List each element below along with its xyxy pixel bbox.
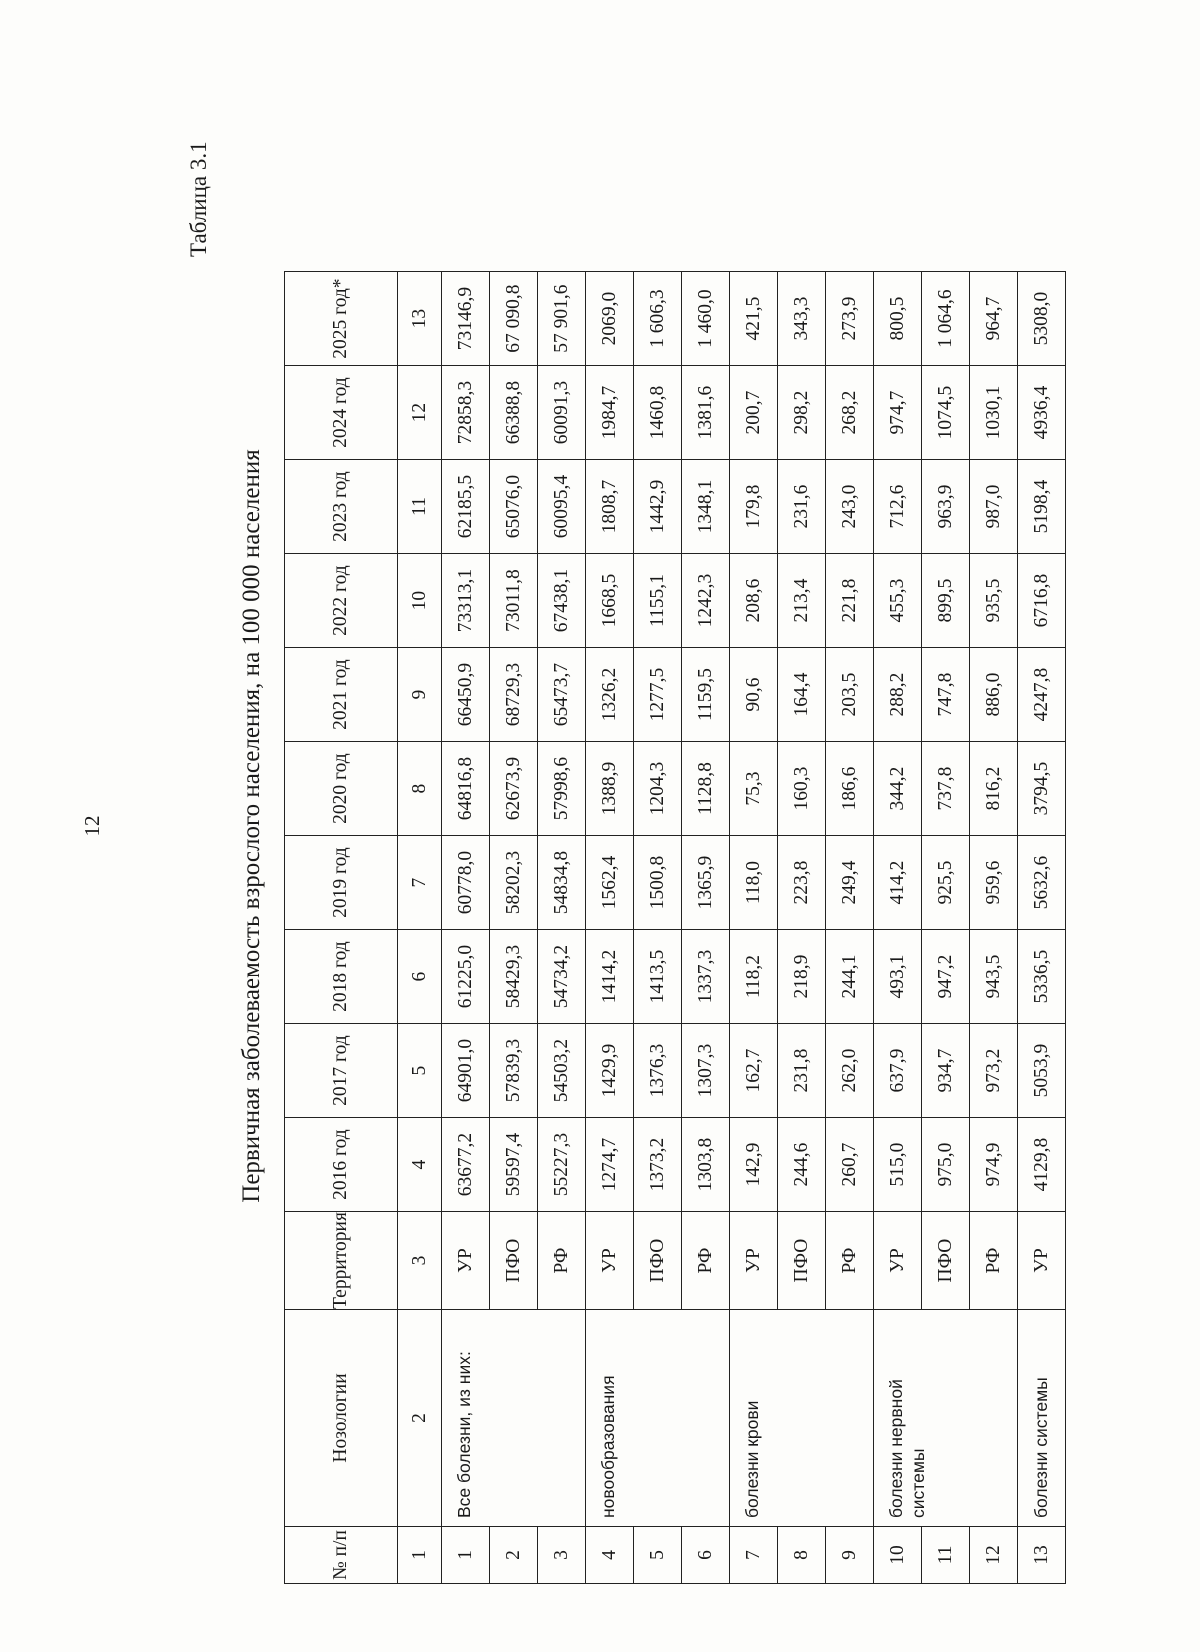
value-cell: 160,3	[778, 742, 826, 836]
value-cell: 262,0	[826, 1024, 874, 1118]
column-number: 7	[398, 836, 442, 930]
value-cell: 57839,3	[490, 1024, 538, 1118]
territory-cell: ПФО	[490, 1212, 538, 1310]
territory-cell: РФ	[682, 1212, 730, 1310]
value-cell: 66388,8	[490, 366, 538, 460]
header-nosology: Нозологии	[285, 1310, 398, 1527]
value-cell: 243,0	[826, 460, 874, 554]
territory-cell: УР	[1018, 1212, 1066, 1310]
value-cell: 343,3	[778, 272, 826, 366]
row-number: 12	[970, 1527, 1018, 1584]
value-cell: 75,3	[730, 742, 778, 836]
territory-cell: РФ	[538, 1212, 586, 1310]
table-row	[1018, 272, 1066, 1584]
row-number: 7	[730, 1527, 778, 1584]
territory-cell: УР	[442, 1212, 490, 1310]
value-cell: 1348,1	[682, 460, 730, 554]
value-cell: 712,6	[874, 460, 922, 554]
territory-cell: УР	[730, 1212, 778, 1310]
nosology-label: болезни системы	[1030, 1377, 1051, 1518]
value-cell: 65076,0	[490, 460, 538, 554]
value-cell: 200,7	[730, 366, 778, 460]
value-cell: 58429,3	[490, 930, 538, 1024]
value-cell: 1808,7	[586, 460, 634, 554]
value-cell: 947,2	[922, 930, 970, 1024]
column-number: 1	[398, 1527, 442, 1584]
value-cell: 57998,6	[538, 742, 586, 836]
value-cell: 1413,5	[634, 930, 682, 1024]
value-cell: 63677,2	[442, 1118, 490, 1212]
value-cell: 3794,5	[1018, 742, 1066, 836]
value-cell: 1 064,6	[922, 272, 970, 366]
territory-cell: УР	[874, 1212, 922, 1310]
value-cell: 1074,5	[922, 366, 970, 460]
value-cell: 973,2	[970, 1024, 1018, 1118]
value-cell: 142,9	[730, 1118, 778, 1212]
value-cell: 637,9	[874, 1024, 922, 1118]
value-cell: 273,9	[826, 272, 874, 366]
column-number: 6	[398, 930, 442, 1024]
value-cell: 737,8	[922, 742, 970, 836]
value-cell: 73011,8	[490, 554, 538, 648]
value-cell: 1460,8	[634, 366, 682, 460]
value-cell: 4129,8	[1018, 1118, 1066, 1212]
value-cell: 179,8	[730, 460, 778, 554]
table-row	[730, 272, 778, 1584]
value-cell: 816,2	[970, 742, 1018, 836]
header-year: 2017 год	[285, 1024, 398, 1118]
value-cell: 925,5	[922, 836, 970, 930]
value-cell: 987,0	[970, 460, 1018, 554]
value-cell: 1365,9	[682, 836, 730, 930]
table-row	[586, 272, 634, 1584]
header-year: 2018 год	[285, 930, 398, 1024]
value-cell: 1388,9	[586, 742, 634, 836]
value-cell: 4247,8	[1018, 648, 1066, 742]
row-number: 6	[682, 1527, 730, 1584]
value-cell: 223,8	[778, 836, 826, 930]
column-number: 13	[398, 272, 442, 366]
value-cell: 65473,7	[538, 648, 586, 742]
value-cell: 244,6	[778, 1118, 826, 1212]
header-year: 2023 год	[285, 460, 398, 554]
value-cell: 268,2	[826, 366, 874, 460]
column-number: 10	[398, 554, 442, 648]
value-cell: 72858,3	[442, 366, 490, 460]
row-number: 5	[634, 1527, 682, 1584]
row-number: 13	[1018, 1527, 1066, 1584]
value-cell: 414,2	[874, 836, 922, 930]
value-cell: 1442,9	[634, 460, 682, 554]
value-cell: 421,5	[730, 272, 778, 366]
header-territory: Территория	[285, 1212, 398, 1310]
territory-cell: РФ	[826, 1212, 874, 1310]
value-cell: 1500,8	[634, 836, 682, 930]
page-number: 12	[80, 815, 104, 837]
value-cell: 249,4	[826, 836, 874, 930]
nosology-cell	[730, 1310, 874, 1527]
value-cell: 1303,8	[682, 1118, 730, 1212]
nosology-cell	[586, 1310, 730, 1527]
header-year: 2016 год	[285, 1118, 398, 1212]
value-cell: 218,9	[778, 930, 826, 1024]
value-cell: 886,0	[970, 648, 1018, 742]
value-cell: 67 090,8	[490, 272, 538, 366]
value-cell: 73313,1	[442, 554, 490, 648]
nosology-cell	[874, 1310, 1018, 1527]
value-cell: 221,8	[826, 554, 874, 648]
value-cell: 1159,5	[682, 648, 730, 742]
value-cell: 54503,2	[538, 1024, 586, 1118]
row-number: 4	[586, 1527, 634, 1584]
value-cell: 67438,1	[538, 554, 586, 648]
header-year: 2022 год	[285, 554, 398, 648]
value-cell: 73146,9	[442, 272, 490, 366]
header-year: 2021 год	[285, 648, 398, 742]
value-cell: 1128,8	[682, 742, 730, 836]
value-cell: 493,1	[874, 930, 922, 1024]
value-cell: 5053,9	[1018, 1024, 1066, 1118]
column-number: 9	[398, 648, 442, 742]
value-cell: 5336,5	[1018, 930, 1066, 1024]
value-cell: 1155,1	[634, 554, 682, 648]
value-cell: 1326,2	[586, 648, 634, 742]
value-cell: 54734,2	[538, 930, 586, 1024]
value-cell: 60095,4	[538, 460, 586, 554]
column-number: 5	[398, 1024, 442, 1118]
column-number: 2	[398, 1310, 442, 1527]
value-cell: 1030,1	[970, 366, 1018, 460]
territory-cell: ПФО	[778, 1212, 826, 1310]
column-number: 4	[398, 1118, 442, 1212]
value-cell: 55227,3	[538, 1118, 586, 1212]
value-cell: 54834,8	[538, 836, 586, 930]
value-cell: 57 901,6	[538, 272, 586, 366]
column-number: 12	[398, 366, 442, 460]
header-year: 2024 год	[285, 366, 398, 460]
value-cell: 1381,6	[682, 366, 730, 460]
value-cell: 974,7	[874, 366, 922, 460]
value-cell: 118,2	[730, 930, 778, 1024]
value-cell: 1307,3	[682, 1024, 730, 1118]
value-cell: 208,6	[730, 554, 778, 648]
value-cell: 1373,2	[634, 1118, 682, 1212]
value-cell: 118,0	[730, 836, 778, 930]
header-year: 2020 год	[285, 742, 398, 836]
table-title: Первичная заболеваемость взрослого населения, на 100 000 населения	[238, 449, 265, 1203]
value-cell: 164,4	[778, 648, 826, 742]
nosology-label: новообразования	[598, 1375, 618, 1518]
row-number: 10	[874, 1527, 922, 1584]
value-cell: 1204,3	[634, 742, 682, 836]
value-cell: 1376,3	[634, 1024, 682, 1118]
value-cell: 60778,0	[442, 836, 490, 930]
row-number: 1	[442, 1527, 490, 1584]
value-cell: 1337,3	[682, 930, 730, 1024]
value-cell: 747,8	[922, 648, 970, 742]
value-cell: 974,9	[970, 1118, 1018, 1212]
table-row	[874, 272, 922, 1584]
value-cell: 1242,3	[682, 554, 730, 648]
row-number: 3	[538, 1527, 586, 1584]
header-year: 2025 год*	[285, 272, 398, 366]
value-cell: 1984,7	[586, 366, 634, 460]
column-number: 11	[398, 460, 442, 554]
value-cell: 58202,3	[490, 836, 538, 930]
value-cell: 1 460,0	[682, 272, 730, 366]
value-cell: 963,9	[922, 460, 970, 554]
row-number: 8	[778, 1527, 826, 1584]
value-cell: 64901,0	[442, 1024, 490, 1118]
value-cell: 59597,4	[490, 1118, 538, 1212]
value-cell: 964,7	[970, 272, 1018, 366]
territory-cell: ПФО	[922, 1212, 970, 1310]
value-cell: 62185,5	[442, 460, 490, 554]
morbidity-table	[284, 271, 1066, 1584]
value-cell: 975,0	[922, 1118, 970, 1212]
table-label: Таблица 3.1	[186, 141, 211, 257]
row-number: 11	[922, 1527, 970, 1584]
value-cell: 1 606,3	[634, 272, 682, 366]
value-cell: 60091,3	[538, 366, 586, 460]
value-cell: 5632,6	[1018, 836, 1066, 930]
value-cell: 899,5	[922, 554, 970, 648]
value-cell: 62673,9	[490, 742, 538, 836]
value-cell: 935,5	[970, 554, 1018, 648]
value-cell: 943,5	[970, 930, 1018, 1024]
table-body	[442, 272, 1066, 1584]
value-cell: 455,3	[874, 554, 922, 648]
nosology-label: Все болезни, из них:	[454, 1351, 474, 1518]
value-cell: 934,7	[922, 1024, 970, 1118]
value-cell: 213,4	[778, 554, 826, 648]
value-cell: 6716,8	[1018, 554, 1066, 648]
nosology-cell	[442, 1310, 586, 1527]
value-cell: 260,7	[826, 1118, 874, 1212]
table-row	[442, 272, 490, 1584]
value-cell: 186,6	[826, 742, 874, 836]
value-cell: 66450,9	[442, 648, 490, 742]
territory-cell: УР	[586, 1212, 634, 1310]
value-cell: 2069,0	[586, 272, 634, 366]
value-cell: 959,6	[970, 836, 1018, 930]
value-cell: 1668,5	[586, 554, 634, 648]
column-number: 8	[398, 742, 442, 836]
value-cell: 4936,4	[1018, 366, 1066, 460]
value-cell: 231,6	[778, 460, 826, 554]
header-year: 2019 год	[285, 836, 398, 930]
value-cell: 1414,2	[586, 930, 634, 1024]
header-num: № п/п	[285, 1527, 398, 1584]
header-row	[285, 272, 398, 1584]
nosology-label: болезни нервной системы	[886, 1379, 928, 1518]
value-cell: 231,8	[778, 1024, 826, 1118]
territory-cell: ПФО	[634, 1212, 682, 1310]
value-cell: 244,1	[826, 930, 874, 1024]
value-cell: 1562,4	[586, 836, 634, 930]
value-cell: 90,6	[730, 648, 778, 742]
value-cell: 344,2	[874, 742, 922, 836]
row-number: 2	[490, 1527, 538, 1584]
value-cell: 800,5	[874, 272, 922, 366]
column-number-row	[398, 272, 442, 1584]
value-cell: 5198,4	[1018, 460, 1066, 554]
value-cell: 203,5	[826, 648, 874, 742]
row-number: 9	[826, 1527, 874, 1584]
value-cell: 288,2	[874, 648, 922, 742]
value-cell: 64816,8	[442, 742, 490, 836]
value-cell: 298,2	[778, 366, 826, 460]
value-cell: 5308,0	[1018, 272, 1066, 366]
nosology-label: болезни крови	[742, 1400, 762, 1518]
value-cell: 1429,9	[586, 1024, 634, 1118]
nosology-cell	[1018, 1310, 1066, 1527]
column-number: 3	[398, 1212, 442, 1310]
value-cell: 162,7	[730, 1024, 778, 1118]
territory-cell: РФ	[970, 1212, 1018, 1310]
value-cell: 515,0	[874, 1118, 922, 1212]
value-cell: 61225,0	[442, 930, 490, 1024]
value-cell: 68729,3	[490, 648, 538, 742]
value-cell: 1277,5	[634, 648, 682, 742]
value-cell: 1274,7	[586, 1118, 634, 1212]
